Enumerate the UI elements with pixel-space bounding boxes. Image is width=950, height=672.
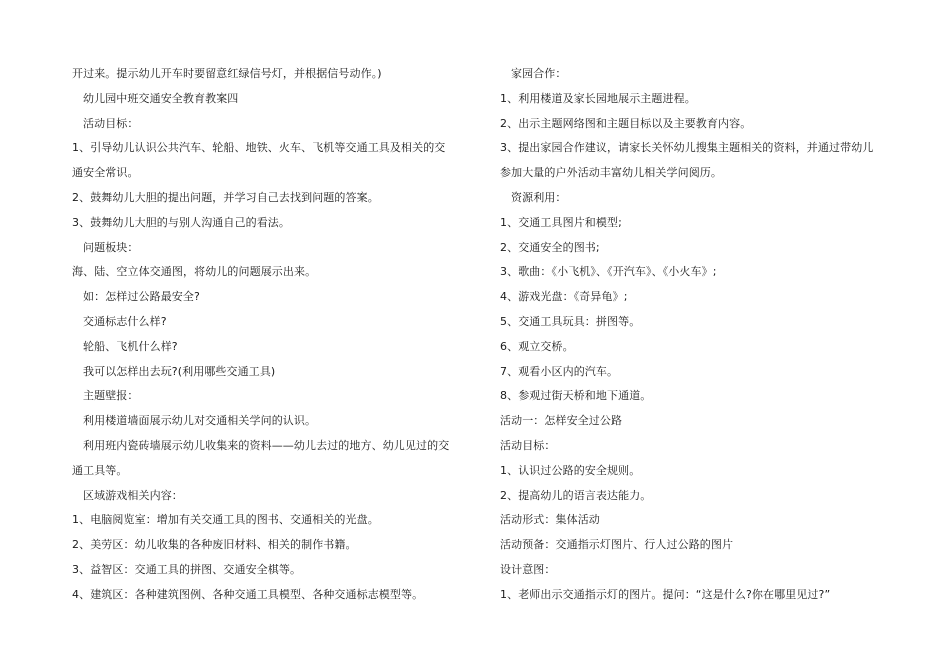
- text-line: 利用楼道墙面展示幼儿对交通相关学问的认识。: [83, 414, 317, 428]
- text-line: 如：怎样过公路最安全?: [83, 290, 200, 304]
- text-line: 幼儿园中班交通安全教育教案四: [83, 91, 239, 105]
- text-line: 6、观立交桥。: [500, 339, 574, 353]
- text-line: 活动一：怎样安全过公路: [500, 414, 623, 428]
- text-line: 2、提高幼儿的语言表达能力。: [500, 488, 652, 502]
- text-line: 轮船、飞机什么样?: [83, 339, 178, 353]
- text-line: 1、认识过公路的安全规则。: [500, 463, 641, 477]
- text-line: 利用班内瓷砖墙展示幼儿收集来的资料——幼儿去过的地方、幼儿见过的交: [83, 438, 450, 452]
- text-line: 活动目标：: [500, 438, 556, 452]
- text-line: 活动目标：: [83, 116, 139, 130]
- text-line: 我可以怎样出去玩?(利用哪些交通工具): [83, 364, 276, 378]
- text-line: 3、鼓舞幼儿大胆的与别人沟通自己的看法。: [72, 215, 290, 229]
- text-line: 问题板块：: [83, 240, 139, 254]
- text-line: 2、交通安全的图书;: [500, 240, 600, 254]
- text-line: 1、交通工具图片和模型;: [500, 215, 622, 229]
- text-line: 8、参观过街天桥和地下通道。: [500, 389, 652, 403]
- text-line: 4、游戏光盘：《奇异龟》;: [500, 290, 628, 304]
- text-line: 交通标志什么样?: [83, 314, 167, 328]
- left-column: [72, 62, 472, 608]
- text-line: 通工具等。: [72, 463, 128, 477]
- text-line: 3、歌曲：《小飞机》、《开汽车》、《小火车》;: [500, 265, 717, 279]
- text-line: 开过来。提示幼儿开车时要留意红绿信号灯，并根据信号动作。): [72, 67, 382, 80]
- right-column: [500, 62, 890, 608]
- text-line: 1、引导幼儿认识公共汽车、轮船、地铁、火车、飞机等交通工具及相关的交: [72, 141, 446, 155]
- text-line: 海、陆、空立体交通图，将幼儿的问题展示出来。: [72, 265, 317, 279]
- text-line: 3、提出家园合作建议，请家长关怀幼儿搜集主题相关的资料，并通过带幼儿: [500, 141, 874, 155]
- text-line: 2、出示主题网络图和主题目标以及主要教育内容。: [500, 116, 752, 130]
- text-line: 参加大量的户外活动丰富幼儿相关学问阅历。: [500, 166, 722, 180]
- text-line: 2、鼓舞幼儿大胆的提出问题，并学习自己去找到问题的答案。: [72, 190, 379, 204]
- text-line: 5、交通工具玩具：拼图等。: [500, 314, 641, 328]
- text-line: 1、电脑阅览室：增加有关交通工具的图书、交通相关的光盘。: [72, 513, 379, 527]
- text-line: 主题壁报：: [83, 389, 139, 403]
- text-line: 2、美劳区：幼儿收集的各种废旧材料、相关的制作书籍。: [72, 538, 357, 552]
- text-line: 设计意图：: [500, 562, 556, 576]
- text-line: 1、老师出示交通指示灯的图片。提问：“这是什么?你在哪里见过?”: [500, 587, 831, 601]
- text-line: 资源利用：: [511, 190, 567, 204]
- text-line: 7、观看小区内的汽车。: [500, 364, 619, 378]
- text-line: 3、益智区：交通工具的拼图、交通安全棋等。: [72, 562, 302, 576]
- text-line: 区域游戏相关内容：: [83, 488, 183, 502]
- text-line: 活动预备：交通指示灯图片、行人过公路的图片: [500, 538, 734, 552]
- text-line: 1、利用楼道及家长园地展示主题进程。: [500, 91, 696, 105]
- text-line: 活动形式：集体活动: [500, 513, 600, 527]
- text-line: 通安全常识。: [72, 166, 139, 180]
- text-line: 家园合作：: [511, 67, 567, 80]
- text-line: 4、建筑区：各种建筑图例、各种交通工具模型、各种交通标志模型等。: [72, 587, 424, 601]
